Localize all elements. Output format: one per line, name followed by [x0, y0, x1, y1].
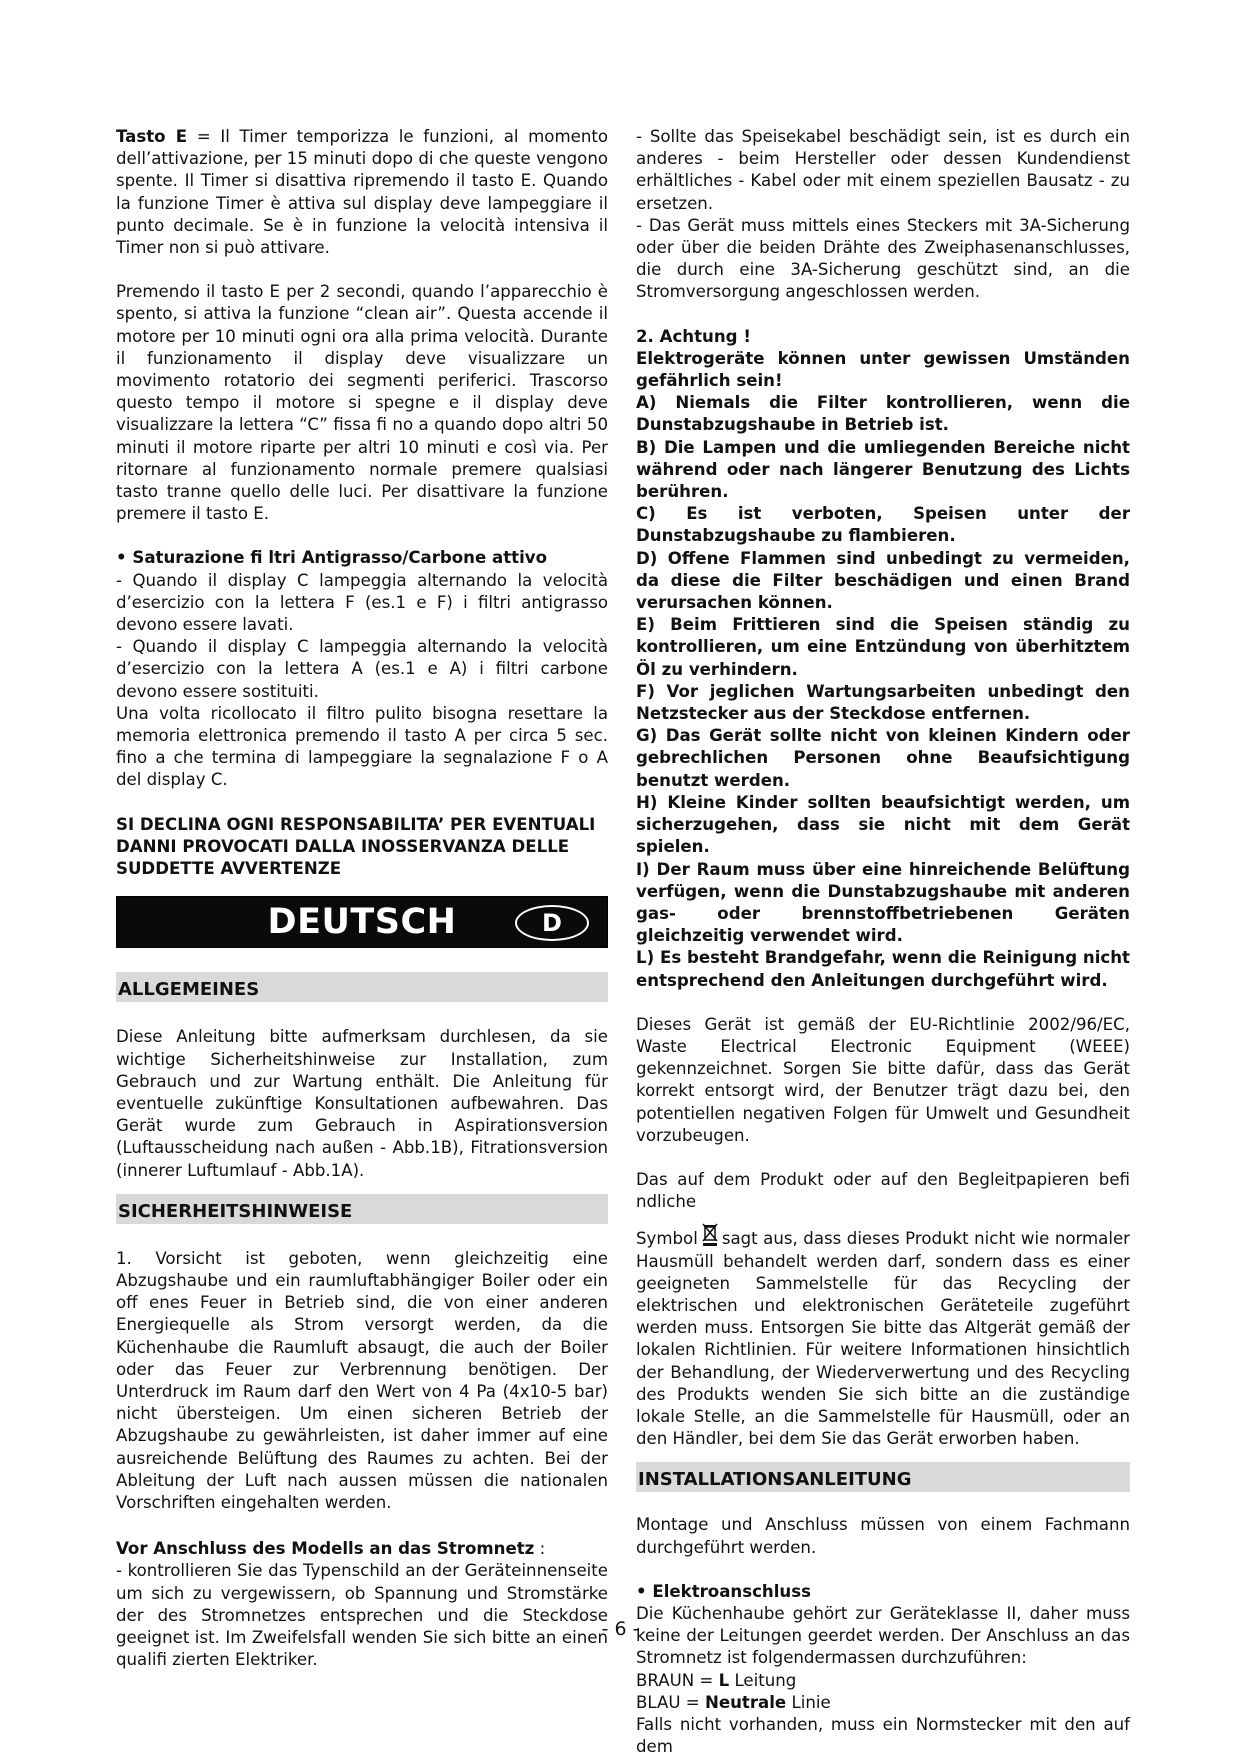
section-installationsanleitung: INSTALLATIONSANLEITUNG: [636, 1462, 1130, 1492]
achtung-intro: Elektrogeräte können unter gewissen Umständen gefährlich sein!: [636, 348, 1130, 391]
right-column: [636, 126, 1130, 1758]
left-column: [116, 126, 608, 1671]
warning-a: A) Niemals die Filter kontrollieren, wenn die Dunstabzugshaube in Betrieb ist.: [636, 393, 1130, 435]
section-allgemeines: ALLGEMEINES: [116, 972, 608, 1002]
achtung-heading: 2. Achtung !: [636, 326, 751, 346]
language-banner: [116, 896, 608, 948]
warning-c: C) Es ist verboten, Speisen unter der Dunstabzugshaube zu flambieren.: [636, 504, 1130, 546]
last-line: Falls nicht vorhanden, muss ein Normstecker mit den auf dem: [636, 1715, 1130, 1757]
weee-paragraph: Dieses Gerät ist gemäß der EU-Richtlinie 2002/96/EC, Waste Electrical Electronic Equipment (WEEE) gekennzeichnet. Sorgen Sie bitte dafür, dass das Gerät korrekt entsorgt wird, der Benutzer trägt dazu bei, den potentiellen negativen Folgen für Umwelt und Gesundheit vorzubeugen.: [636, 1014, 1130, 1145]
timer-paragraph: Tasto E = Il Timer temporizza le funzioni, al momento dell’attivazione, per 15 minuti dopo di che queste vengono spente. Il Timer si disattiva ripremendo il tasto E. Quando la funzione Timer è attiva sul display deve lampeggiare il punto decimale. Se è in funzione la velocità intensiva il Timer non si può attivare.: [116, 127, 609, 258]
elektro-heading: • Elektroanschluss: [636, 1581, 812, 1601]
allgemeines-text: Diese Anleitung bitte aufmerksam durchlesen, da sie wichtige Sicherheitshinweise zur Installation, zum Gebrauch und zur Wartung enthält. Die Anleitung für eventuelle zukünftige Konsultationen aufbewahren. Das Gerät wurde zum Gebrauch in Aspirationsversion (Luftausscheidung nach außen - Abb.1B), Fitrationsversion (innerer Luftumlauf - Abb.1A).: [116, 1027, 608, 1180]
cable-paragraph: - Sollte das Speisekabel beschädigt sein, ist es durch ein anderes - beim Hersteller oder dessen Kundendienst erhältliches - Kabel oder mit einem speziellen Bausatz - zu ersetzen.: [636, 127, 1130, 213]
weee-symbol-line: Das auf dem Produkt oder auf den Begleitpapieren befi ndliche: [636, 1169, 1130, 1212]
warning-l: L) Es besteht Brandgefahr, wenn die Reinigung nicht entsprechend den Anleitungen durchgeführt wird.: [636, 948, 1130, 990]
clean-air-paragraph: Premendo il tasto E per 2 secondi, quando l’apparecchio è spento, si attiva la funzione “clean air”. Questa accende il motore per 10 minuti ogni ora alla prima velocità. Durante il funzionamento il display deve visualizzare un movimento rotatorio dei segmenti periferici. Trascorso questo tempo il motore si spegne e il display deve visualizzare la lettera “C” fissa fi no a quando dopo altri 50 minuti il motore riparte per altri 10 minuti e così via. Per ritornare al funzionamento normale premere qualsiasi tasto tranne quello delle luci. Per disattivare la funzione premere il tasto E.: [116, 282, 608, 524]
anschluss-heading: Vor Anschluss des Modells an das Stromnetz :: [116, 1539, 546, 1559]
crossed-bin-icon: [702, 1223, 718, 1247]
fuse-paragraph: - Das Gerät muss mittels eines Steckers mit 3A-Sicherung oder über die beiden Drähte des Zweiphasenanschlusses, die durch eine 3A-Sicherung geschützt sind, an die Stromversorgung angeschlossen werden.: [636, 215, 1130, 302]
anschluss-text: - kontrollieren Sie das Typenschild an der Geräteinnenseite um sich zu vergewissern, ob Spannung und Stromstärke der des Stromnetzes entsprechen und die Steckdose geeignet ist. Im Zweifelsfall wenden Sie sich bitte an einen qualifi zierten Elektriker.: [116, 1561, 608, 1670]
warning-b: B) Die Lampen und die umliegenden Bereiche nicht während oder nach längerer Benutzung des Lichts berühren.: [636, 437, 1130, 502]
braun-line: BRAUN = L Leitung: [636, 1670, 797, 1690]
banner-title: DEUTSCH: [267, 902, 457, 943]
warning-h: H) Kleine Kinder sollten beaufsichtigt werden, um sicherzugehen, dass sie nicht mit dem Gerät spielen.: [636, 792, 1130, 857]
warning-g: G) Das Gerät sollte nicht von kleinen Kindern oder gebrechlichen Personen ohne Beaufsichtigung benutzt werden.: [636, 726, 1130, 790]
warning-d: D) Offene Flammen sind unbedingt zu vermeiden, da diese die Filter beschädigen und einen Brand verursachen können.: [636, 548, 1130, 613]
page-number: - 6 -: [601, 1618, 640, 1640]
weee-symbol-paragraph: Symbol sagt aus, dass dieses Produkt nicht wie normaler Hausmüll behandelt werden darf, sondern dass es einer geeigneten Sammelstelle für das Recycling der elektrischen und elektronischen Geräteteile zugeführt werden muss. Entsorgen Sie bitte das Altgerät gemäß der lokalen Richtlinien. Für weitere Informationen hinsichtlich der Behandlung, der Wiederverwertung und des Recycling des Produkts wenden Sie sich bitte an die zuständige lokale Stelle, an die Sammelstelle für Hausmüll, oder an den Händler, bei dem Sie das Gerät erworben haben.: [636, 1223, 1130, 1450]
warning-e: E) Beim Frittieren sind die Speisen ständig zu kontrollieren, um eine Entzündung von überhitztem Öl zu verhindern.: [636, 615, 1130, 679]
sicherheit-text: 1. Vorsicht ist geboten, wenn gleichzeitig eine Abzugshaube und ein raumluftabhängiger Boiler oder ein off enes Feuer in Betrieb sind, die von einer anderen Energiequelle als Strom versorgt werden, da die Küchenhaube die Raumluft absaugt, die auch der Boiler oder das Feuer zur Verbrennung benötigen. Der Unterdruck im Raum darf den Wert von 4 Pa (4x10-5 bar) nicht übersteigen. Um einen sicheren Betrieb der Abzugshaube zu gewährleisten, ist daher immer auf eine ausreichende Belüftung des Raumes zu achten. Bei der Ableitung der Luft nach aussen müssen die nationalen Vorschriften eingehalten werden.: [116, 1248, 608, 1512]
warning-i: I) Der Raum muss über eine hinreichende Belüftung verfügen, wenn die Dunstabzugshaube mit anderen gas- oder brennstoffbetriebenen Geräten gleichzeitig verwendet wird.: [636, 859, 1130, 946]
elektro-text: Die Küchenhaube gehört zur Geräteklasse II, daher muss keine der Leitungen geerdet werden. Der Anschluss an das Stromnetz ist folgendermassen durchzuführen:: [636, 1603, 1130, 1668]
install-text: Montage und Anschluss müssen von einem Fachmann durchgeführt werden.: [636, 1515, 1130, 1557]
warning-f: F) Vor jeglichen Wartungsarbeiten unbedingt den Netzstecker aus der Steckdose entfernen.: [636, 681, 1130, 724]
section-sicherheitshinweise: SICHERHEITSHINWEISE: [116, 1194, 608, 1224]
disclaimer: SI DECLINA OGNI RESPONSABILITA’ PER EVENTUALI DANNI PROVOCATI DALLA INOSSERVANZA DELLE SUDDETTE AVVERTENZE: [116, 814, 596, 879]
saturation-reset: Una volta ricollocato il filtro pulito bisogna resettare la memoria elettronica premendo il tasto A per circa 5 sec. fino a che termina di lampeggiare la segnalazione F o A del display C.: [116, 703, 608, 790]
blau-line: BLAU = Neutrale Linie: [636, 1692, 831, 1712]
saturation-carbon: - Quando il display C lampeggia alternando la velocità d’esercizio con la lettera A (es.1 e A) i filtri carbone devono essere sostituiti.: [116, 637, 608, 701]
language-badge: D: [515, 905, 589, 941]
saturation-grease: - Quando il display C lampeggia alternando la velocità d’esercizio con la lettera F (es.1 e F) i filtri antigrasso devono essere lavati.: [116, 570, 608, 635]
saturation-heading: • Saturazione fi ltri Antigrasso/Carbone attivo: [116, 548, 547, 568]
